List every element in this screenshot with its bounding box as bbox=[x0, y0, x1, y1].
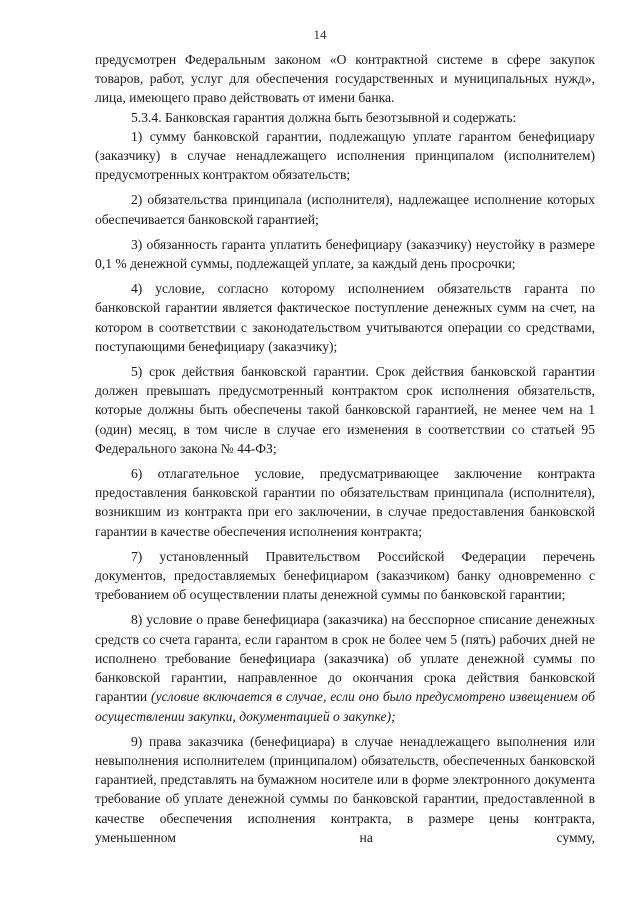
document-body bbox=[95, 50, 595, 847]
paragraph-item-9: 9) права заказчика (бенефициара) в случае ненадлежащего выполнения или невыполнения исполнителем (принципалом) обязательств, обеспеченных банковской гарантией, представлять на бумажном носителе или в форме электронного документа требование об уплате денежной суммы по банковской гарантии, предоставленной в качестве обеспечения исполнения контракта, в размере цены контракта, уменьшенном на сумму, bbox=[95, 733, 595, 845]
paragraph-item-6: 6) отлагательное условие, предусматривающее заключение контракта предоставления банковской гарантии по обязательствам принципала (исполнителя), возникшим из контракта при его заключении, в случае предоставления банковской гарантии в качестве обеспечения исполнения контракта; bbox=[95, 466, 595, 539]
paragraph-item-8 bbox=[95, 610, 595, 725]
paragraph-item-8-text: 8) условие о праве бенефициара (заказчика) на бесспорное списание денежных средств со счета гаранта, если гарантом в срок не более чем 5 (пять) рабочих дней не исполнено требование бенефициара (заказчика) об уплате денежной суммы по банковской гарантии, направленное до окончания срока действия банковской гарантии bbox=[95, 612, 595, 705]
paragraph-intro: предусмотрен Федеральным законом «О контрактной системе в сфере закупок товаров, работ, услуг для обеспечения государственных и муниципальных нужд», лица, имеющего право действовать от имени банка. bbox=[95, 52, 595, 106]
paragraph-item-3: 3) обязанность гаранта уплатить бенефициару (заказчику) неустойку в размере 0,1 % денежной суммы, подлежащей уплате, за каждый день просрочки; bbox=[95, 236, 595, 272]
paragraph-item-1: 1) сумму банковской гарантии, подлежащую уплате гарантом бенефициару (заказчику) в случае ненадлежащего исполнения принципалом (исполнителем) предусмотренных контрактом обязательств; bbox=[95, 128, 595, 183]
paragraph-section-5-3-4: 5.3.4. Банковская гарантия должна быть безотзывной и содержать: bbox=[131, 109, 517, 125]
paragraph-item-7: 7) установленный Правительством Российской Федерации перечень документов, предоставляемых бенефициаром (заказчиком) банку одновременно с требованием об осуществлении платы денежной суммы по банковской гарантии; bbox=[95, 548, 595, 603]
page-number: 14 bbox=[313, 27, 327, 42]
paragraph-item-8-italic-note: (условие включается в случае, если оно было предусмотрено извещением об осуществлении закупки, документацией о закупке); bbox=[95, 689, 596, 724]
paragraph-item-5: 5) срок действия банковской гарантии. Срок действия банковской гарантии должен превышать предусмотренный контрактом срок исполнения обязательств, которые должны быть обеспечены такой банковской гарантией, не менее чем на 1 (один) месяц, в том числе в случае его изменения в соответствии со статьей 95 Федерального закона № 44-ФЗ; bbox=[95, 364, 595, 456]
paragraph-item-2: 2) обязательства принципала (исполнителя), надлежащее исполнение которых обеспечивается банковской гарантией; bbox=[95, 192, 595, 227]
paragraph-item-4: 4) условие, согласно которому исполнением обязательств гаранта по банковской гарантии является фактическое поступление денежных сумм на счет, на котором в соответствии с законодательством учитываются операции со средствами, поступающими бенефициару (заказчику); bbox=[95, 281, 595, 354]
